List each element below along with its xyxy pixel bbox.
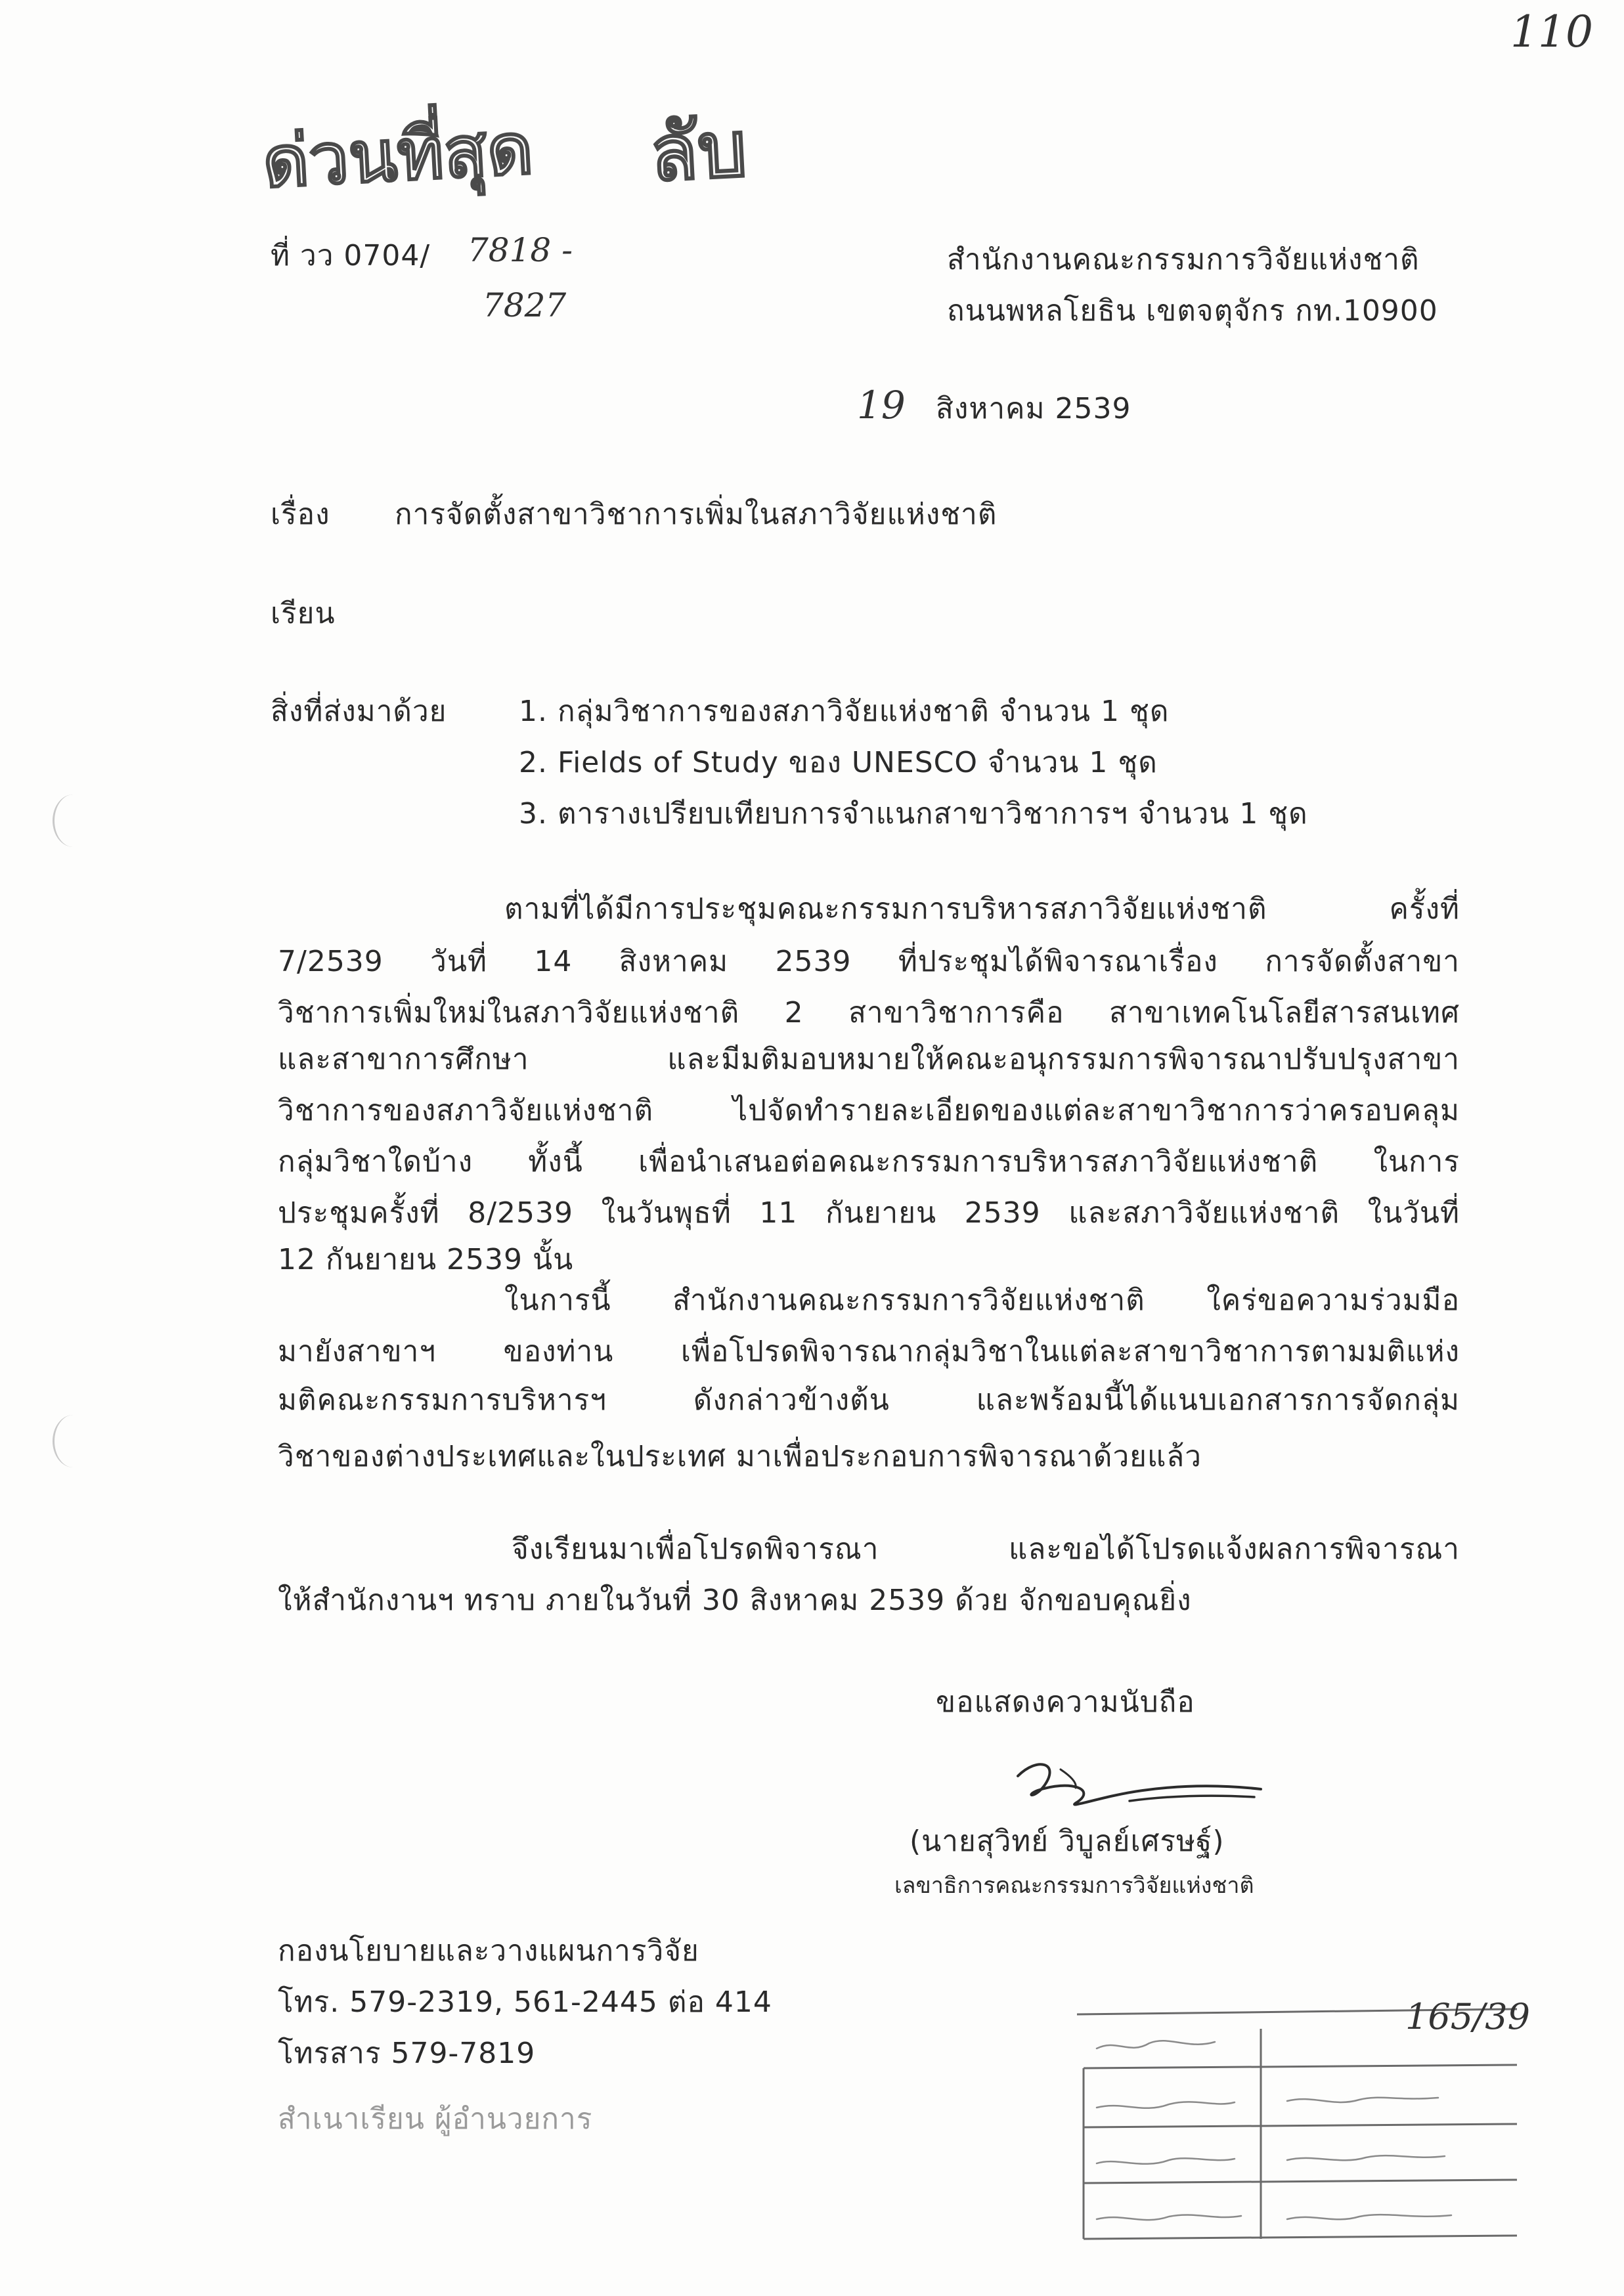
closing: ขอแสดงความนับถือ [936, 1685, 1195, 1719]
reference-number-from: 7818 - [468, 231, 573, 269]
footer-phone: โทร. 579-2319, 561-2445 ต่อ 414 [278, 1985, 772, 2019]
body-line: ประชุมครั้งที่ 8/2539 ในวันพุธที่ 11 กันยายน 2539 และสภาวิจัยแห่งชาติ ในวันที่ [278, 1196, 1460, 1230]
enclosures-label: สิ่งที่ส่งมาด้วย [271, 695, 447, 728]
date-month-year: สิงหาคม 2539 [936, 392, 1131, 425]
body-line: จึงเรียนมาเพื่อโปรดพิจารณา และขอได้โปรดแจ้งผลการพิจารณา [512, 1532, 1460, 1566]
footer-department: กองนโยบายและวางแผนการวิจัย [278, 1934, 699, 1968]
signatory-name: (นายสุวิทย์ วิบูลย์เศรษฐ์) [910, 1825, 1225, 1858]
signature [998, 1750, 1274, 1829]
sender-address: ถนนพหลโยธิน เขตจตุจักร กท.10900 [947, 294, 1438, 328]
body-line: วิชาการเพิ่มใหม่ในสภาวิจัยแห่งชาติ 2 สาขาวิชาการคือ สาขาเทคโนโลยีสารสนเทศ [278, 996, 1460, 1029]
classification-stamp: ลับ [647, 103, 749, 199]
hole-punch-mark-top [53, 794, 94, 847]
hole-punch-mark-bottom [53, 1415, 94, 1467]
body-line: มายังสาขาฯ ของท่าน เพื่อโปรดพิจารณากลุ่มวิชาในแต่ละสาขาวิชาการตามมติแห่ง [278, 1335, 1460, 1368]
footer-fax: โทรสาร 579-7819 [278, 2037, 536, 2070]
subject-text: การจัดตั้งสาขาวิชาการเพิ่มในสภาวิจัยแห่งชาติ [395, 498, 998, 531]
receipt-number: 165/39 [1405, 1996, 1530, 2037]
body-line: และสาขาการศึกษา และมีมติมอบหมายให้คณะอนุกรรมการพิจารณาปรับปรุงสาขา [278, 1043, 1460, 1076]
salutation: เรียน [271, 597, 336, 630]
receipt-stamp [1070, 2003, 1524, 2245]
page-number: 110 [1510, 7, 1593, 57]
urgency-stamp: ด่วนที่สุด [261, 108, 535, 204]
body-line: 7/2539 วันที่ 14 สิงหาคม 2539 ที่ประชุมได้พิจารณาเรื่อง การจัดตั้งสาขา [278, 945, 1460, 978]
date-day: 19 [857, 383, 906, 427]
body-line: ในการนี้ สำนักงานคณะกรรมการวิจัยแห่งชาติ ใคร่ขอความร่วมมือ [504, 1284, 1460, 1317]
body-line: 12 กันยายน 2539 นั้น [278, 1243, 574, 1276]
body-line: กลุ่มวิชาใดบ้าง ทั้งนี้ เพื่อนำเสนอต่อคณะกรรมการบริหารสภาวิจัยแห่งชาติ ในการ [278, 1145, 1460, 1179]
sender-office: สำนักงานคณะกรรมการวิจัยแห่งชาติ [947, 243, 1420, 276]
body-line: ให้สำนักงานฯ ทราบ ภายในวันที่ 30 สิงหาคม 2539 ด้วย จักขอบคุณยิ่ง [278, 1584, 1192, 1617]
body-line: วิชาของต่างประเทศและในประเทศ มาเพื่อประกอบการพิจารณาด้วยแล้ว [278, 1440, 1202, 1473]
signatory-title: เลขาธิการคณะกรรมการวิจัยแห่งชาติ [894, 1873, 1254, 1899]
enclosure-item: 3. ตารางเปรียบเทียบการจำแนกสาขาวิชาการฯ จำนวน 1 ชุด [519, 797, 1308, 831]
body-line: ตามที่ได้มีการประชุมคณะกรรมการบริหารสภาวิจัยแห่งชาติ ครั้งที่ [504, 892, 1460, 926]
body-line: มติคณะกรรมการบริหารฯ ดังกล่าวข้างต้น และพร้อมนี้ได้แนบเอกสารการจัดกลุ่ม [278, 1383, 1460, 1417]
reference-number-to: 7827 [483, 286, 567, 324]
reference-prefix: ที่ วว 0704/ [271, 239, 431, 272]
enclosure-item: 2. Fields of Study ของ UNESCO จำนวน 1 ชุด [519, 746, 1158, 779]
footer-cc: สำเนาเรียน ผู้อำนวยการ [278, 2102, 593, 2136]
enclosure-item: 1. กลุ่มวิชาการของสภาวิจัยแห่งชาติ จำนวน 1 ชุด [519, 695, 1170, 728]
subject-label: เรื่อง [271, 498, 330, 531]
body-line: วิชาการของสภาวิจัยแห่งชาติ ไปจัดทำรายละเอียดของแต่ละสาขาวิชาการว่าครอบคลุม [278, 1094, 1460, 1127]
